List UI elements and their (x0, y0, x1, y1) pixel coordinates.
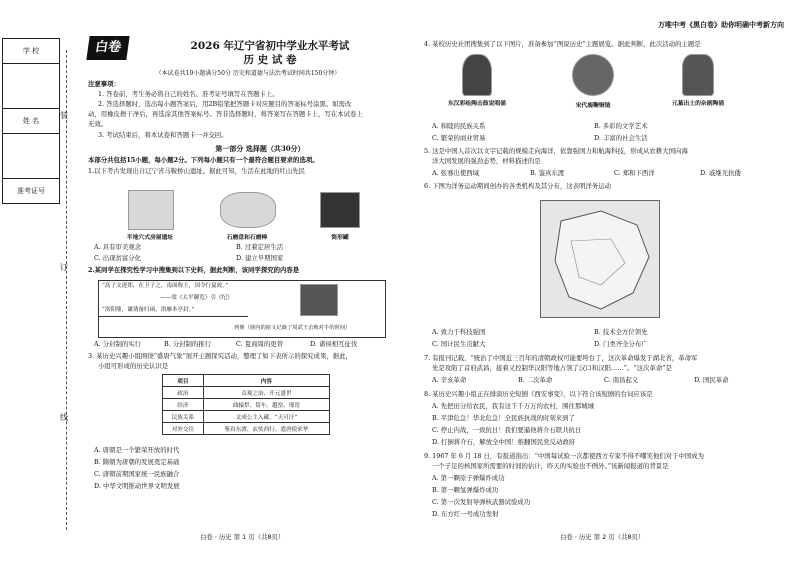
note-2c: 无效。 (88, 120, 108, 128)
q4-option-b[interactable]: B. 多彩的文学艺术 (594, 122, 648, 130)
q2-option-a[interactable]: A. 分封制的实行 (94, 340, 142, 348)
q9-option-c[interactable]: C. 第一次发射导弹核武器试验成功 (432, 498, 531, 506)
q3-table-head-content: 内容 (203, 375, 329, 387)
exam-title: 2026 年辽宁省初中学业水平考试 (190, 40, 350, 52)
note-1: 1. 答卷前，考生务必将自己的姓名、准考证号填写在答题卡上。 (98, 90, 279, 98)
q3-option-d[interactable]: D. 中华文明推动世界文明发展 (94, 482, 180, 490)
exam-subject: 历 史 试 卷 (243, 54, 297, 66)
q3-option-b[interactable]: B. 隋朝为唐朝的发展奠定基础 (94, 458, 180, 466)
q1-img2-caption: 石磨盘和石磨棒 (226, 235, 268, 241)
q2-image-caption: 列鼎（鼎内的铭文记载了周武王击败对手的时间） (234, 325, 351, 331)
slogan: 万唯中考《黑白卷》助你明确中考新方向 (658, 21, 784, 29)
q7-option-a[interactable]: A. 辛亥革命 (432, 376, 467, 384)
q2-option-b[interactable]: B. 分封制的推行 (164, 340, 212, 348)
bronze-mirror-image (572, 54, 614, 96)
zhuang-mark: 装 (60, 111, 68, 120)
student-info-table (2, 38, 60, 204)
q2-option-c[interactable]: C. 夏商周的更替 (236, 340, 284, 348)
exam-subtitle: （本试卷共19小题满分50分 历史和道德与法治考试时间共150分钟） (155, 70, 341, 77)
house-site-image (128, 190, 174, 230)
q3-table (162, 374, 330, 435)
footer-left: 白卷 · 历史 第 1 页（共8页） (200, 533, 285, 541)
q7-option-b[interactable]: B. 二次革命 (518, 376, 553, 384)
q3-stem: 3. 某历史兴趣小组围绕“盛唐气象”展开主题探究活动，整理了如下表所示的探究成果，据此， (88, 352, 352, 360)
q5-option-b[interactable]: B. 鉴真东渡 (530, 169, 565, 177)
q1-stem: 1.以下考古发现出自辽宁省马鞍桥山遗址。据此可知，生活在此地的红山先民 (88, 167, 305, 175)
q1-img3-caption: 筒形罐 (331, 235, 349, 241)
q3-row-3-value: 鉴真东渡、玄奘西行、遣唐使来华 (203, 423, 329, 435)
q2-quote1-source: ——梁《太平御览》引《纪》 (160, 295, 233, 301)
q1-option-c[interactable]: C. 出现贫富分化 (94, 254, 142, 262)
binding-strip (0, 28, 62, 548)
xian-mark: 线 (60, 413, 68, 422)
q6-option-c[interactable]: C. 国计民生贡献大 (432, 340, 486, 348)
q2-option-d[interactable]: D. 诸侯相互征伐 (310, 340, 358, 348)
q3-row-2-key: 民族关系 (163, 411, 204, 423)
q3-table-head-item: 项目 (163, 375, 204, 387)
q3-stem-2: 小组可形成的历史认识是 (98, 362, 169, 370)
baijuan-logo: 白卷 (86, 36, 129, 60)
millstone-image (220, 192, 276, 228)
q3-row-3-key: 对外交往 (163, 423, 204, 435)
q4-img2-caption: 宋代鹿鞠铜镜 (575, 103, 611, 109)
exam-no-label: 准考证号 (17, 187, 45, 195)
q9-stem: 9. 1967 年 6 月 18 日，有报道指出：“中国每试验一次都使西方专家不得不嘲笑他们对于中国成为 (424, 452, 705, 460)
q8-option-d[interactable]: D. 打倒蒋介石，解放全中国！推翻国民党反动政府 (432, 438, 576, 446)
binding-line (66, 50, 67, 530)
q6-option-d[interactable]: D. 门类齐全分布广 (594, 340, 648, 348)
q5-option-c[interactable]: C. 郑和下西洋 (614, 169, 655, 177)
q8-option-b[interactable]: B. 平津危急！华北危急！全民族抗战的时刻来到了 (432, 414, 575, 422)
section-title: 第一部分 选择题（共30分） (215, 144, 305, 153)
q6-option-b[interactable]: B. 技术全方位领先 (594, 328, 648, 336)
bronze-vessel-image (300, 284, 338, 316)
footer-right: 白卷 · 历史 第 2 页（共8页） (560, 533, 645, 541)
q3-option-a[interactable]: A. 唐朝是一个繁荣开放的时代 (94, 446, 180, 454)
q4-option-a[interactable]: A. 和睦的民族关系 (432, 122, 486, 130)
ding-mark: 订 (60, 263, 68, 272)
q6-stem: 6. 下图为洋务运动期间创办的各类机构及其分布，这表明洋务运动 (424, 182, 612, 190)
q5-option-d[interactable]: D. 戚继光抗倭 (700, 169, 741, 177)
westernization-map (540, 200, 660, 318)
q3-row-2-value: 文成公主入藏、“天可汗” (203, 411, 329, 423)
q2-quote1: “高子文逐郑，在卫子之，南面称王，国令行夏政。” (102, 283, 228, 289)
q7-stem-2: 先是攻陷了首府武昌，接着又控制华汉阳等地占领了汉口和汉阳……”。“这次革命”是 (432, 364, 672, 372)
q9-option-b[interactable]: B. 第一颗氢弹爆炸成功 (432, 486, 499, 494)
notes-intro: 注意事项： (88, 80, 120, 88)
q1-img1-caption: 半地穴式房屋遗址 (126, 235, 174, 241)
q4-option-d[interactable]: D. 丰富的社会生活 (594, 134, 648, 142)
q6-option-a[interactable]: A. 致力于科技强国 (432, 328, 486, 336)
q2-quote2: “洛阳鼎，谦诱备归函，浴雁本亭封。” (102, 307, 195, 313)
q8-stem: 8. 某历史兴趣小组正在排演历史短剧《西安事变》，以下符合该短剧的台词应该是 (424, 390, 653, 398)
section-desc: 本部分共包括15小题，每小题2分。下列每小题只有一个最符合题目要求的选项。 (88, 156, 319, 164)
name-label: 姓 名 (3, 109, 59, 134)
q7-stem: 7. 有报刊记载，“统治了中国近三百年的清朝政权可能要垮台了，这次革命爆发于湖北省，革命军 (424, 354, 698, 362)
q8-option-c[interactable]: C. 停止内战，一致抗日！我们要逼他蒋介石联共抗日 (432, 426, 582, 434)
q3-row-0-value: 贞观之治、开元盛世 (203, 387, 329, 399)
opera-figurine-image (682, 54, 714, 96)
map-outline (541, 201, 659, 317)
q1-option-d[interactable]: D. 建立早期国家 (236, 254, 284, 262)
q9-option-a[interactable]: A. 第一颗原子弹爆炸成功 (432, 474, 505, 482)
drum-figurine-image (462, 54, 492, 96)
q4-img3-caption: 元墓出土的杂剧陶俑 (671, 101, 725, 107)
q7-option-d[interactable]: D. 国民革命 (694, 376, 729, 384)
q3-row-0-key: 政治 (163, 387, 204, 399)
q9-stem-2: 一个子足的核国家所需要的时间的估计，昨天的实验也不例外。”该新闻报道的背景是 (432, 462, 669, 470)
q5-option-a[interactable]: A. 张骞出使西域 (432, 169, 480, 177)
school-field[interactable] (3, 64, 59, 109)
q2-stem: 2.某同学在探究性学习中搜集到以下史料，据此判断，该同学探究的内容是 (88, 266, 300, 274)
q1-option-a[interactable]: A. 具有审美观念 (94, 243, 142, 251)
q3-row-1-key: 经济 (163, 399, 204, 411)
q8-option-a[interactable]: A. 先把田分给农民，我有这千千万万的农村，围住那城城 (432, 402, 595, 410)
q4-option-c[interactable]: C. 繁荣的商业贸易 (432, 134, 486, 142)
name-field[interactable] (3, 134, 59, 179)
q4-img1-caption: 东汉彩绘陶击鼓说唱俑 (448, 101, 506, 107)
q5-stem-2: 洋大国发展的强劲态势，材料描述的是 (432, 157, 541, 165)
note-2b: 动，用橡皮擦干净后，再选涂其他答案标号。答非选择题时，将答案写在答题卡上，写在本试卷上 (88, 110, 363, 118)
school-label: 学 校 (3, 39, 59, 64)
jar-image (320, 192, 360, 228)
q1-option-b[interactable]: B. 过着定居生活 (236, 243, 284, 251)
note-3: 3. 考试结束后，将本试卷和答题卡一并交回。 (98, 131, 228, 139)
q2-quote-divider (98, 316, 248, 317)
q3-option-c[interactable]: C. 唐朝前期国家统一民族融合 (94, 470, 180, 478)
q9-option-d[interactable]: D. 东方红一号成功发射 (432, 510, 499, 518)
q7-option-c[interactable]: C. 南昌起义 (604, 376, 639, 384)
q5-stem: 5. 这是中国人首次以文字记载的规模走向海洋，依靠强国力和航海科技，形成从农耕大国向海 (424, 147, 688, 155)
note-2a: 2. 答选择题时，选出每小题答案后，用2B铅笔把答题卡对应题目的答案标号涂黑。如需改 (98, 100, 352, 108)
q3-row-1-value: 曲辕犁、筒车、越窑、邢窑 (203, 399, 329, 411)
q4-stem: 4. 某校历史社团搜集到了以下图片，准备参加“图说历史”主题展览。据此判断，此次活动的主题是 (424, 40, 701, 48)
